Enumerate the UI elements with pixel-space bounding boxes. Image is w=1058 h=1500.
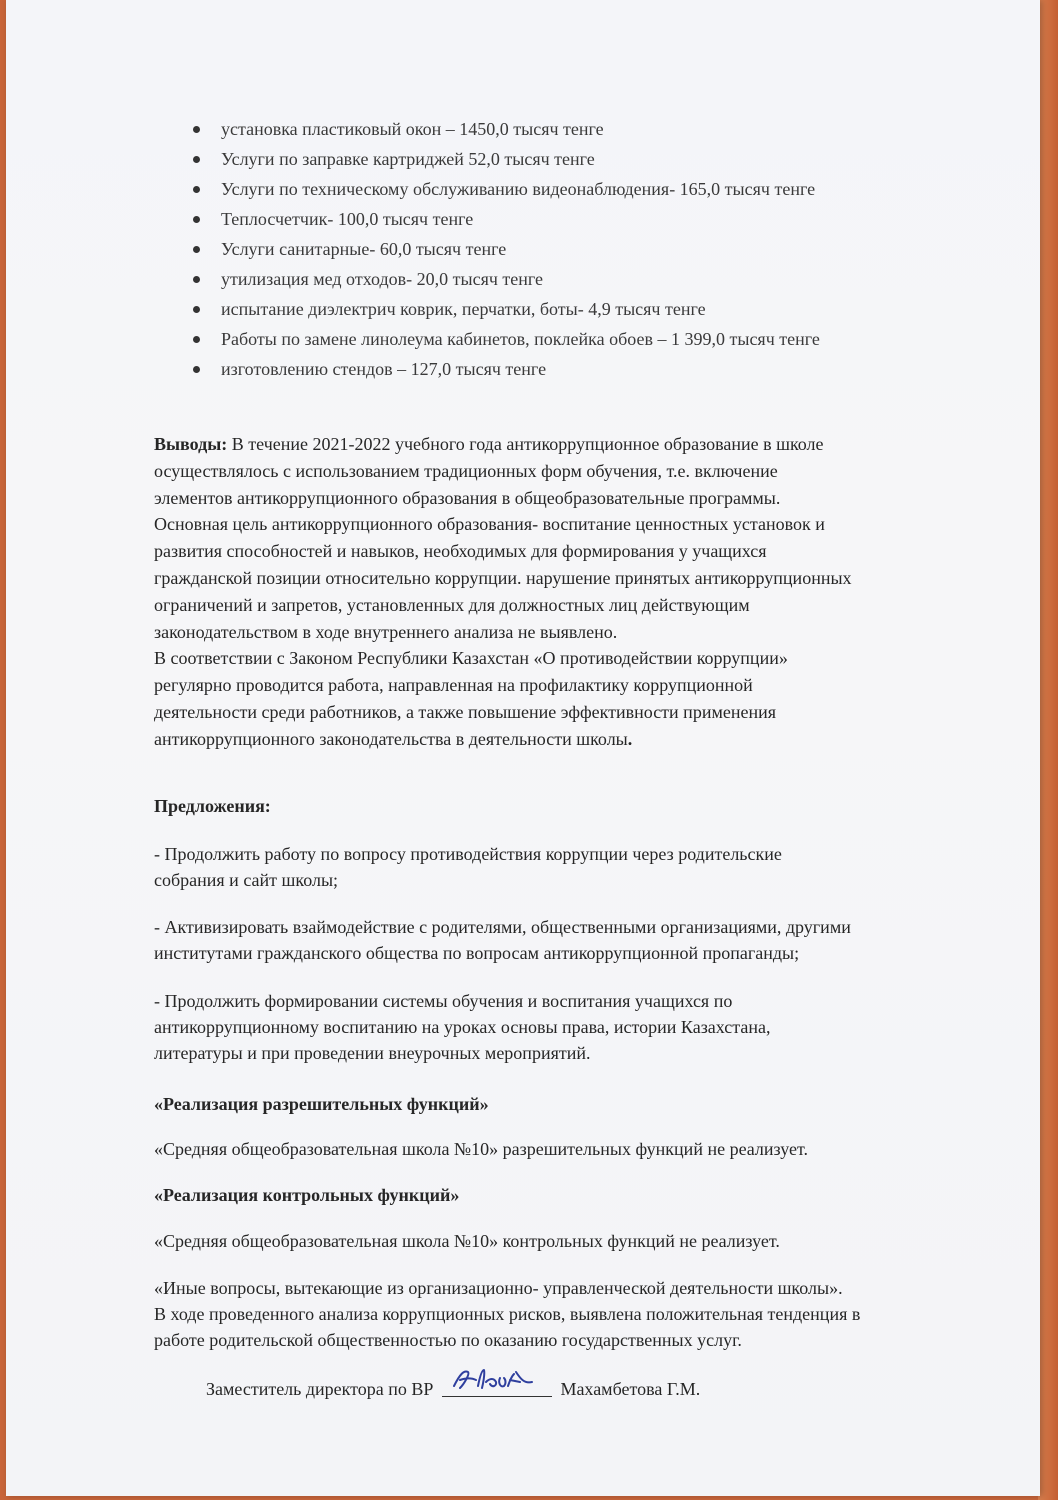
list-item-text: изготовлению стендов – 127,0 тысяч тенге [221,359,547,379]
bullet-icon [193,246,200,253]
list-item-text: Услуги по заправке картриджей 52,0 тысяч тенге [221,149,595,169]
list-item [189,267,989,297]
conclusions-text: антикоррупционного законодательства в деятельности школы [154,728,628,749]
expense-list [189,117,989,387]
bullet-icon [193,306,200,313]
control-functions-heading: «Реализация контрольных функций» [154,1185,460,1205]
handwritten-signature-icon [450,1364,540,1394]
proposal-line: литературы и при проведении внеурочных мероприятий. [154,1043,591,1063]
bullet-icon [193,186,200,193]
proposals-heading: Предложения: [154,796,271,816]
conclusions-period: . [627,728,633,749]
conclusions-text: В течение 2021-2022 учебного года антикоррупционное образование в школе [227,434,824,454]
other-issues-line: «Иные вопросы, вытекающие из организационно- управленческой деятельности школы». [154,1278,843,1298]
conclusions-section [154,431,1004,753]
conclusions-line: гражданской позиции относительно коррупции. нарушение принятых антикоррупционных [154,567,852,588]
conclusions-line: элементов антикоррупционного образования в общеобразовательные программы. [154,487,781,508]
list-item [189,297,989,327]
control-functions-text: «Средняя общеобразовательная школа №10» контрольных функций не реализует. [154,1231,780,1251]
list-item-text: Услуги санитарные- 60,0 тысяч тенге [221,239,507,259]
signatory-name: Махамбетова Г.М. [560,1379,701,1399]
conclusions-line [154,431,1004,458]
permissive-functions-text: «Средняя общеобразовательная школа №10» разрешительных функций не реализует. [154,1139,809,1159]
conclusions-line: деятельности среди работников, а также повышение эффективности применения [154,701,776,722]
proposal-line: антикоррупционному воспитанию на уроках основы права, истории Казахстана, [154,1017,771,1037]
conclusions-line: Основная цель антикоррупционного образования- воспитание ценностных установок и [154,514,825,535]
proposal-item [154,841,1004,893]
other-issues-line: В ходе проведенного анализа коррупционных рисков, выявлена положительная тенденция в [154,1304,861,1324]
conclusions-line: законодательством в ходе внутреннего анализа не выявлено. [154,621,618,642]
proposal-line: - Продолжить формировании системы обучения и воспитания учащихся по [154,991,733,1011]
conclusions-line: В соответствии с Законом Республики Казахстан «О противодействии коррупции» [154,648,788,669]
proposal-line: - Активизировать взаймодействие с родителями, общественными организациями, другими [154,917,851,937]
document-content [6,0,1040,1496]
conclusions-line: регулярно проводится работа, направленная на профилактику коррупционной [154,675,753,696]
proposal-line: институтами гражданского общества по вопросам антикоррупционной пропаганды; [154,943,800,963]
signatory-position: Заместитель директора по ВР [206,1379,434,1399]
bullet-icon [193,366,200,373]
list-item-text: испытание диэлектрич коврик, перчатки, боты- 4,9 тысяч тенге [221,299,706,319]
bullet-icon [193,126,200,133]
bullet-icon [193,156,200,163]
list-item [189,237,989,267]
list-item [189,327,989,357]
list-item-text: Работы по замене линолеума кабинетов, поклейка обоев – 1 399,0 тысяч тенге [221,329,820,349]
list-item [189,147,989,177]
document-page [6,0,1040,1496]
list-item-text: установка пластиковый окон – 1450,0 тысяч тенге [221,119,604,139]
list-item-text: утилизация мед отходов- 20,0 тысяч тенге [221,269,544,289]
list-item-text: Услуги по техническому обслуживанию видеонаблюдения- 165,0 тысяч тенге [221,179,816,199]
bullet-icon [193,216,200,223]
list-item [189,207,989,237]
other-issues-line: работе родительской общественностью по оказанию государственных услуг. [154,1330,742,1350]
other-issues-section [154,1275,1004,1353]
permissive-functions-heading: «Реализация разрешительных функций» [154,1094,489,1114]
proposal-item [154,914,1004,966]
conclusions-line: развития способностей и навыков, необходимых для формирования у учащихся [154,541,767,562]
background-surface [1038,0,1058,1500]
proposal-line: собрания и сайт школы; [154,870,339,890]
signature-line [442,1376,552,1397]
proposal-line: - Продолжить работу по вопросу противодействия коррупции через родительские [154,844,782,864]
list-item [189,117,989,147]
proposal-item [154,988,1004,1066]
signature-block [206,1376,700,1402]
conclusions-line: ограничений и запретов, установленных для должностных лиц действующим [154,594,750,615]
bullet-icon [193,276,200,283]
list-item [189,177,989,207]
conclusions-line: осуществлялось с использованием традиционных форм обучения, т.е. включение [154,460,778,481]
list-item [189,357,989,387]
conclusions-label: Выводы: [154,434,228,454]
list-item-text: Теплосчетчик- 100,0 тысяч тенге [221,209,474,229]
conclusions-line [154,726,1004,753]
bullet-icon [193,336,200,343]
